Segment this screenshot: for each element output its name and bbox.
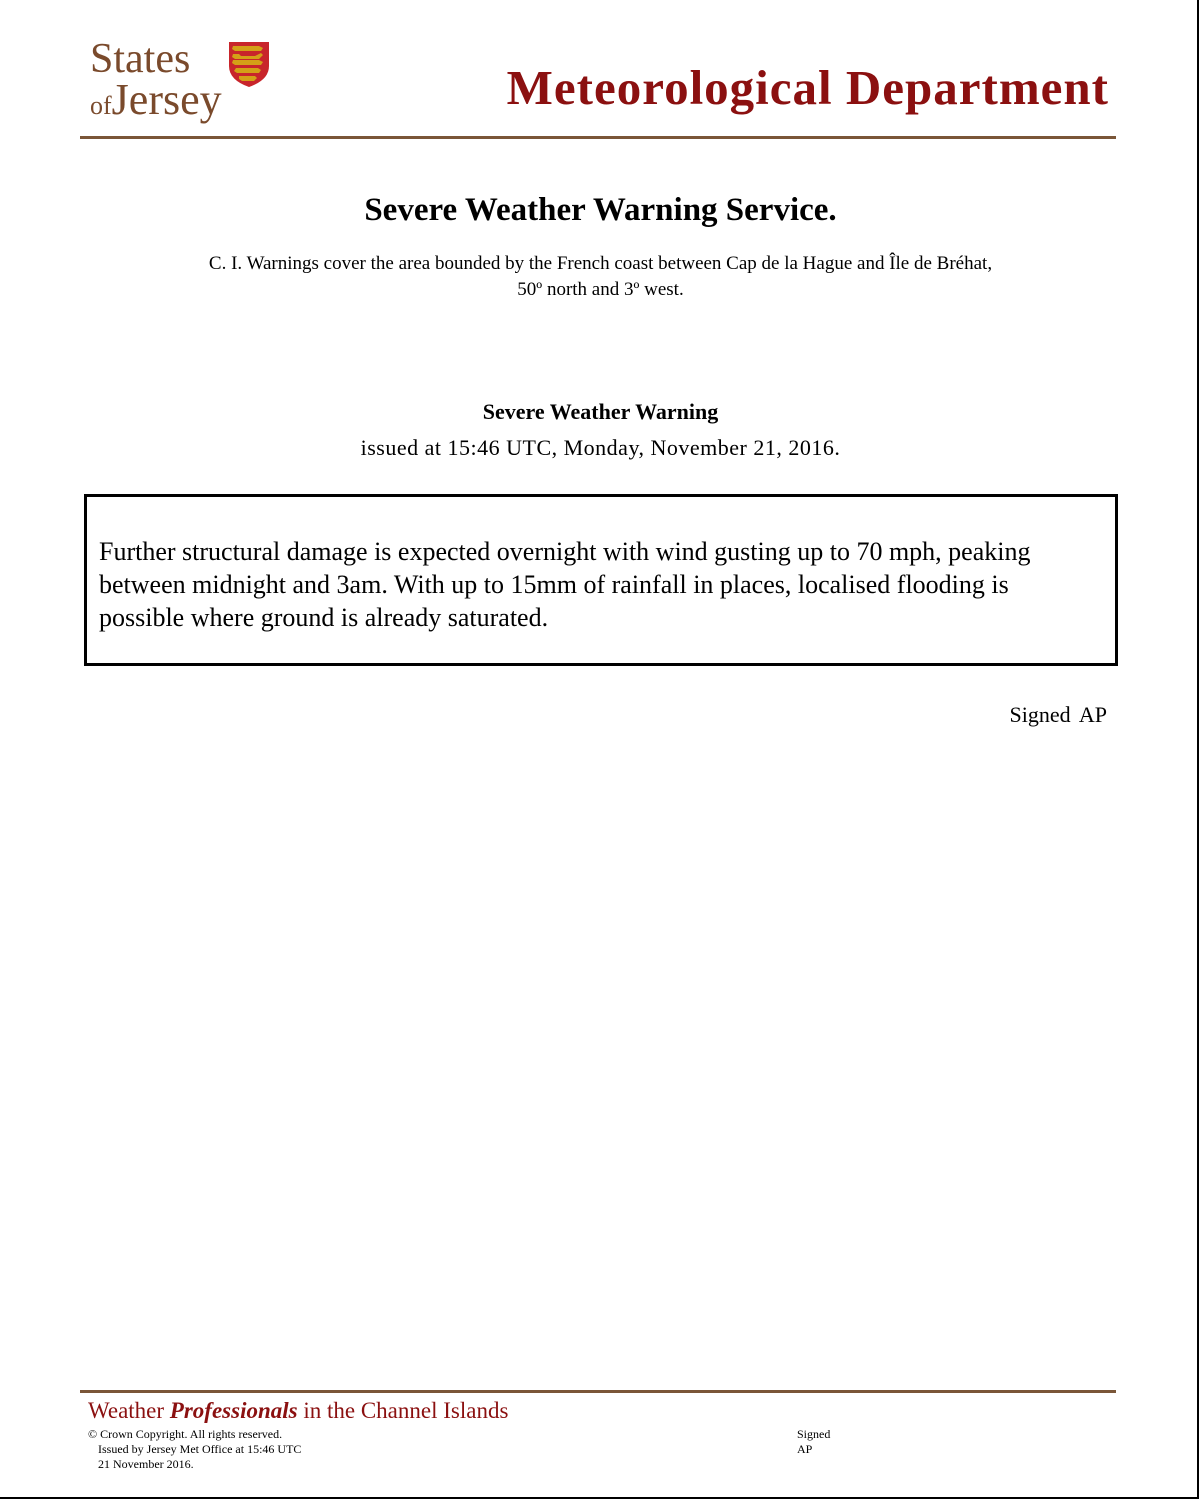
- service-title: Severe Weather Warning Service.: [364, 192, 837, 228]
- warning-box: [84, 494, 1118, 666]
- footer-left-info: [88, 1427, 301, 1472]
- footer-copyright: © Crown Copyright. All rights reserved.: [88, 1427, 283, 1441]
- footer-signed-initials: AP: [797, 1442, 813, 1456]
- footer-tagline: [88, 1396, 508, 1426]
- logo-states-text: States: [90, 36, 191, 82]
- coverage-line-2: 50º north and 3º west.: [517, 279, 684, 300]
- footer-right-info: [797, 1427, 830, 1457]
- footer-date: 21 November 2016.: [98, 1457, 194, 1471]
- logo-of-word: of: [90, 91, 112, 120]
- tagline-prefix: Weather: [88, 1398, 170, 1423]
- warning-title: Severe Weather Warning: [482, 399, 719, 424]
- footer-divider: [80, 1390, 1116, 1393]
- footer-issued-by: Issued by Jersey Met Office at 15:46 UTC: [98, 1442, 302, 1456]
- tagline-suffix: in the Channel Islands: [297, 1398, 509, 1423]
- warning-text: Further structural damage is expected overnight with wind gusting up to 70 mph, peaking between midnight and 3am. With up to 15mm of rainfall in places, localised flooding is possible where ground is already saturated.: [99, 537, 1031, 632]
- issued-timestamp: issued at 15:46 UTC, Monday, November 21, 2016.: [360, 435, 841, 460]
- coverage-text: [60, 251, 1141, 303]
- coverage-line-1: C. I. Warnings cover the area bounded by the French coast between Cap de la Hague and Île de Bréhat,: [208, 253, 993, 274]
- states-of-jersey-logo: [90, 36, 290, 132]
- logo-of-jersey-text: [90, 74, 222, 136]
- header-divider: [80, 136, 1116, 139]
- jersey-lions-crest-icon: [227, 40, 271, 88]
- signed-label: Signed AP: [1009, 702, 1107, 727]
- footer-signed-label: Signed: [797, 1427, 831, 1441]
- tagline-emphasis: Professionals: [169, 1398, 298, 1423]
- department-title: Meteorological Department: [506, 60, 1109, 115]
- logo-jersey-word: Jersey: [111, 75, 222, 124]
